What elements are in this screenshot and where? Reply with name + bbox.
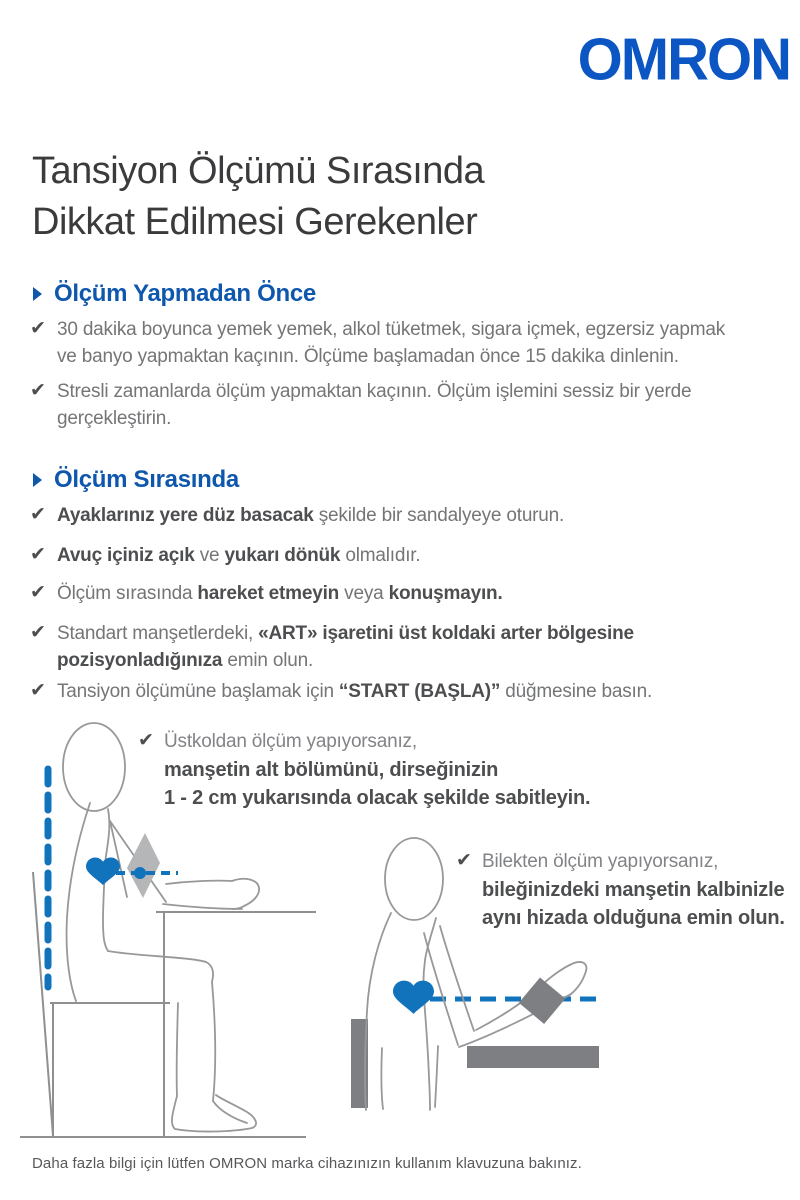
check-icon: ✔ xyxy=(30,622,46,643)
upper-arm-cuff xyxy=(127,833,160,898)
armrest-table-bar xyxy=(467,1046,599,1068)
text-segment: emin olun. xyxy=(222,650,314,671)
text-segment: 30 dakika boyunca yemek yemek, alkol tüketmek, sigara içmek, egzersiz yapmak ve banyo yapmaktan kaçının. Ölçüme başlamadan önce 15 dakika dinlenin. xyxy=(57,319,726,367)
page-title-line2: Dikkat Edilmesi Gerekenler xyxy=(32,201,478,243)
text-segment: «ART» işaretini üst koldaki arter bölgesine pozisyonladığınıza xyxy=(57,623,634,671)
text-segment: Avuç içiniz açık xyxy=(57,545,195,566)
footer-note: Daha fazla bilgi için lütfen OMRON marka cihazınızın kullanım klavuzuna bakınız. xyxy=(32,1155,582,1172)
person-thigh xyxy=(108,951,213,982)
section-header-during-measurement xyxy=(33,466,239,494)
forearm-bottom xyxy=(163,904,242,909)
page-title xyxy=(32,146,484,248)
checklist-item-text xyxy=(57,620,690,674)
person-chest xyxy=(423,918,436,1110)
person-head xyxy=(385,838,443,920)
checklist-item-text xyxy=(57,316,742,370)
section-title: Ölçüm Sırasında xyxy=(54,466,239,493)
check-icon: ✔ xyxy=(30,504,46,525)
check-icon: ✔ xyxy=(30,380,46,401)
wrist-note-text xyxy=(482,848,785,932)
check-icon: ✔ xyxy=(30,318,46,339)
text-segment: Stresli zamanlarda ölçüm yapmaktan kaçının. Ölçüm işlemini sessiz bir yerde gerçekleştirin. xyxy=(57,381,692,429)
upper-arm-note xyxy=(138,728,590,812)
checklist-item xyxy=(30,542,742,569)
person-hand xyxy=(232,879,259,909)
forearm-top xyxy=(166,881,232,884)
text-segment: şekilde bir sandalyeye oturun. xyxy=(313,505,565,526)
omron-logo: OMRON xyxy=(577,26,790,93)
text-segment: Standart manşetlerdeki, xyxy=(57,623,259,644)
text-segment: Ölçüm sırasında xyxy=(57,583,198,604)
page-title-line1: Tansiyon Ölçümü Sırasında xyxy=(32,150,485,192)
text-segment: veya xyxy=(339,583,389,604)
person-back xyxy=(365,913,391,1110)
text-segment: düğmesine basın. xyxy=(500,681,653,702)
checklist-item xyxy=(30,502,742,529)
checklist-item-text xyxy=(57,678,652,705)
text-segment: “START (BAŞLA)” xyxy=(338,681,501,702)
chair xyxy=(33,872,170,1136)
upper-arm-front xyxy=(440,926,474,1031)
section-title: Ölçüm Yapmadan Önce xyxy=(54,280,316,307)
note-line: Bilekten ölçüm yapıyorsanız, xyxy=(482,851,719,872)
note-line: 1 - 2 cm yukarısında olacak şekilde sabitleyin. xyxy=(164,787,591,809)
text-segment: yukarı dönük xyxy=(224,545,341,566)
checklist-item xyxy=(30,316,742,370)
text-segment: Ayaklarınız yere düz basacak xyxy=(57,505,314,526)
person-leg xyxy=(381,1048,383,1109)
section-arrow-icon xyxy=(33,287,42,301)
checklist-item xyxy=(30,620,690,674)
checklist-item-text xyxy=(57,502,564,529)
check-icon: ✔ xyxy=(30,582,46,603)
checklist-item xyxy=(30,378,742,432)
text-segment: konuşmayın. xyxy=(388,583,503,604)
section-arrow-icon xyxy=(33,473,42,487)
checklist-item-text xyxy=(57,542,420,569)
check-icon: ✔ xyxy=(138,730,154,751)
text-segment: hareket etmeyin xyxy=(197,583,340,604)
check-icon: ✔ xyxy=(30,544,46,565)
checklist-item xyxy=(30,580,742,607)
text-segment: Tansiyon ölçümüne başlamak için xyxy=(57,681,339,702)
cuff-position-dot xyxy=(134,867,146,879)
note-line: Üstkoldan ölçüm yapıyorsanız, xyxy=(164,731,417,752)
note-line: aynı hizada olduğuna emin olun. xyxy=(482,907,785,929)
check-icon: ✔ xyxy=(456,850,472,871)
section-header-before-measurement xyxy=(33,280,316,308)
heart-icon xyxy=(86,858,120,886)
note-line: manşetin alt bölümünü, dirseğinizin xyxy=(164,759,499,781)
person-foot-top xyxy=(213,1101,247,1123)
person-leg xyxy=(435,1046,438,1107)
wrist-note xyxy=(456,848,785,932)
checklist-item-text xyxy=(57,378,742,432)
note-line: bileğinizdeki manşetin kalbinizle xyxy=(482,879,785,901)
person-back xyxy=(67,803,90,1001)
checklist-item xyxy=(30,678,742,705)
heart-icon xyxy=(393,981,434,1014)
checklist-item-text xyxy=(57,580,503,607)
upper-arm-note-text xyxy=(164,728,590,812)
person-head xyxy=(63,723,125,811)
table xyxy=(156,912,316,1136)
text-segment: ve xyxy=(194,545,225,566)
person-shin xyxy=(212,982,215,1101)
text-segment: olmalıdır. xyxy=(340,545,421,566)
check-icon: ✔ xyxy=(30,680,46,701)
